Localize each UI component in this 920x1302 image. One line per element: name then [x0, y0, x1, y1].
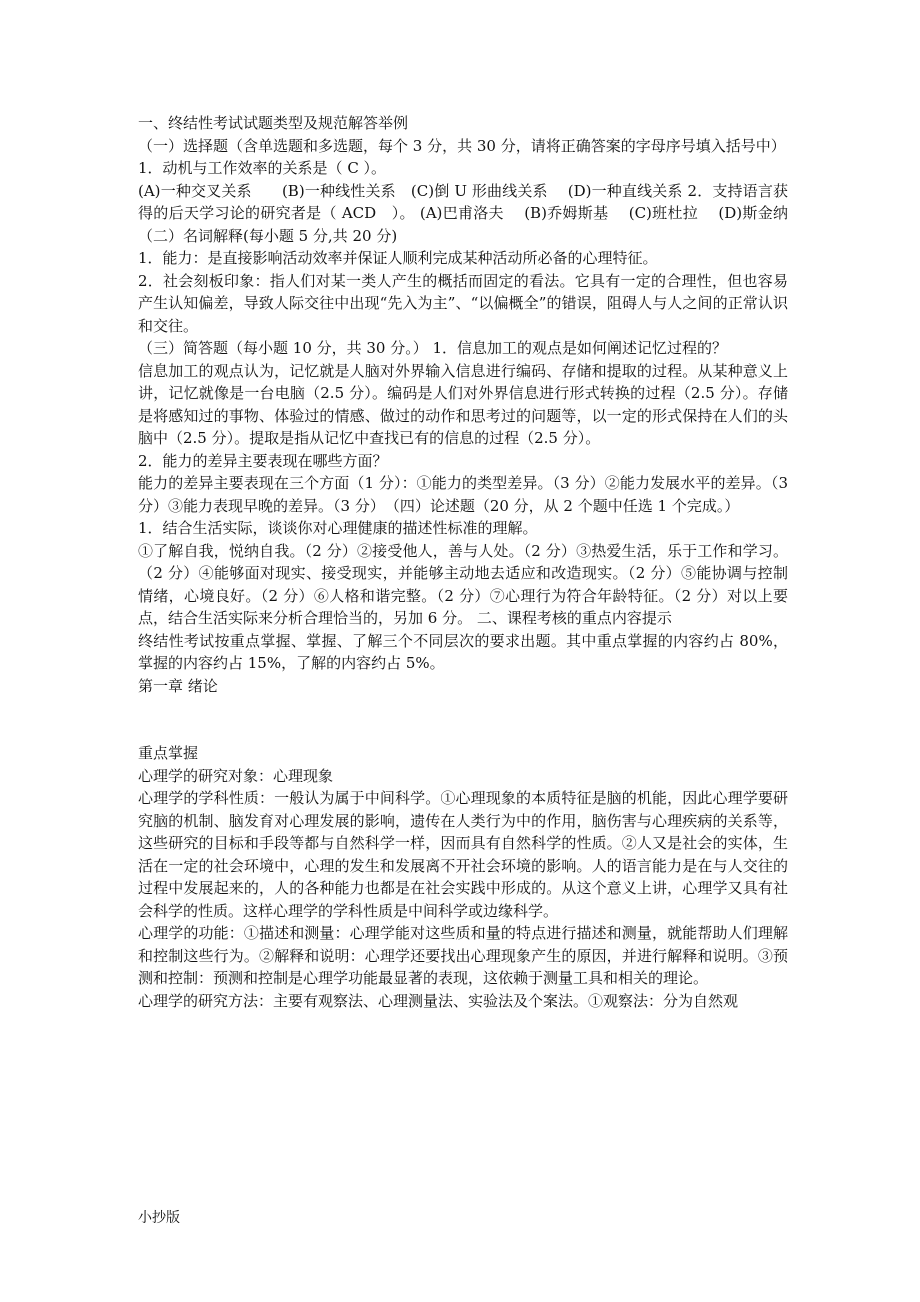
answer-ability-differences: 能力的差异主要表现在三个方面（1 分）：①能力的类型差异。（3 分）②能力发展水平的差异。（3 分）③能力表现早晚的差异。（3 分） （四）论述题（20 分，从 2 个题中任选 1 个完成。）: [138, 474, 788, 515]
subsection-short-answer: （三）简答题（每小题 10 分，共 30 分。） 1．信息加工的观点是如何阐述记忆过程的？: [138, 339, 728, 357]
exam-weighting: 终结性考试按重点掌握、掌握、了解三个不同层次的要求出题。其中重点掌握的内容约占 80%，掌握的内容约占 15%，了解的内容约占 5%。: [138, 631, 788, 672]
question-1: 1．动机与工作效率的关系是（ C ）。: [138, 159, 387, 177]
term-definition-stereotype: 2．社会刻板印象：指人们对某一类人产生的概括而固定的看法。它具有一定的合理性，但也容易产生认知偏差，导致人际交往中出现“先入为主”、“以偏概全”的错误，阻碍人与人之间的正常认识和交往。: [138, 271, 788, 335]
page-footer: 小抄版: [138, 1210, 180, 1226]
document-body: [138, 112, 788, 1012]
section-heading-exam-types: 一、终结性考试试题类型及规范解答举例: [138, 114, 409, 132]
key-mastery-heading: 重点掌握: [138, 744, 199, 762]
term-definition-ability: 1．能力：是直接影响活动效率并保证人顺利完成某种活动所必备的心理特征。: [138, 249, 658, 267]
question-ability-differences: 2．能力的差异主要表现在哪些方面？: [138, 451, 388, 470]
psychology-functions: 心理学的功能：①描述和测量：心理学能对这些质和量的特点进行描述和测量，就能帮助人们理解和控制这些行为。②解释和说明：心理学还要找出心理现象产生的原因，并进行解释和说明。③预测和控制：预测和控制是心理学功能最显著的表现，这依赖于测量工具和相关的理论。: [138, 924, 788, 987]
essay-answer-mental-health: ①了解自我，悦纳自我。（2 分）②接受他人，善与人处。（2 分）③热爱生活，乐于工作和学习。（2 分）④能够面对现实、接受现实，并能够主动地去适应和改造现实。（2 分）⑤能协调与控制情绪，心境良好。（2 分）⑥人格和谐完整。（2 分）⑦心理行为符合年龄特征。（2 分）对以上要点，结合生活实际来分析合理恰当的，另加 6 分。 二、课程考核的重点内容提示: [138, 541, 788, 627]
essay-question-1: 1．结合生活实际，谈谈你对心理健康的描述性标准的理解。: [138, 519, 538, 537]
blank-spacer: [138, 697, 788, 742]
answer-memory-process: 信息加工的观点认为，记忆就是人脑对外界输入信息进行编码、存储和提取的过程。从某种意义上讲，记忆就像是一台电脑（2.5 分）。编码是人们对外界信息进行形式转换的过程（2.5 分）。存储是将感知过的事物、体验过的情感、做过的动作和思考过的问题等，以一定的形式保持在人们的头脑中（2.5 分）。提取是指从记忆中查找已有的信息的过程（2.5 分）。: [138, 361, 788, 447]
question-options: (A)一种交叉关系 (B)一种线性关系 (C)倒 U 形曲线关系 (D)一种直线关系 2．支持语言获得的后天学习论的研究者是（ ACD ）。 (A)巴甫洛夫 (B)乔姆斯基 (C)班杜拉 (D)斯金纳 （二）名词解释(每小题 5 分,共 20 分): [138, 181, 788, 245]
research-methods: 心理学的研究方法：主要有观察法、心理测量法、实验法及个案法。①观察法：分为自然观: [138, 991, 739, 1010]
discipline-nature: 心理学的学科性质：一般认为属于中间科学。①心理现象的本质特征是脑的机能，因此心理学要研究脑的机制、脑发育对心理发展的影响，遗传在人类行为中的作用，脑伤害与心理疾病的关系等，这些研究的目标和手段等都与自然科学一样，因而具有自然科学的性质。②人又是社会的实体，生活在一定的社会环境中，心理的发生和发展离不开社会环境的影响。人的语言能力是在与人交往的过程中发展起来的，人的各种能力也都是在社会实践中形成的。从这个意义上讲，心理学又具有社会科学的性质。这样心理学的学科性质是中间科学或边缘科学。: [138, 789, 788, 920]
subsection-multiple-choice: （一）选择题（含单选题和多选题，每个 3 分，共 30 分，请将正确答案的字母序号填入括号中）: [138, 136, 786, 155]
chapter-heading: 第一章 绪论: [138, 676, 218, 695]
research-object: 心理学的研究对象：心理现象: [138, 766, 334, 785]
